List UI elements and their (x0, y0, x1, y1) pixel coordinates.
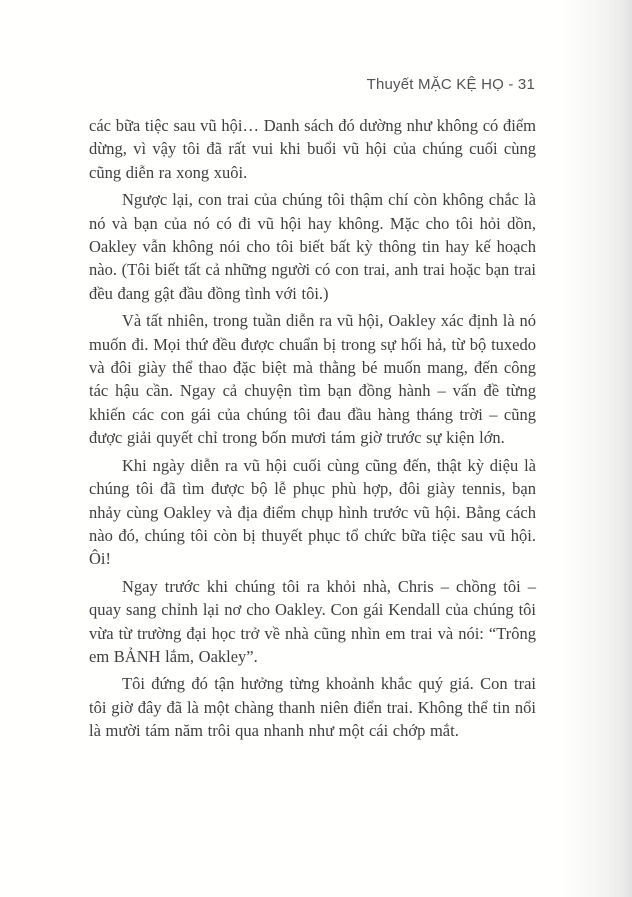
page-body (89, 114, 536, 747)
paragraph: Tôi đứng đó tận hưởng từng khoảnh khắc quý giá. Con trai tôi giờ đây đã là một chàng thanh niên điển trai. Không thể tin nổi là mười tám năm trôi qua nhanh như một cái chớp mắt. (89, 674, 536, 741)
paragraph-continuation: các bữa tiệc sau vũ hội… Danh sách đó dường như không có điểm dừng, vì vậy tôi đã rất vui khi buổi vũ hội của chúng cuối cùng cũng diễn ra xong xuôi. (89, 116, 536, 182)
paragraph: Và tất nhiên, trong tuần diễn ra vũ hội, Oakley xác định là nó muốn đi. Mọi thứ đều được chuẩn bị trong sự hối hả, từ bộ tuxedo và đôi giày thể thao đặc biệt mà thằng bé muốn mang, đến công tác hậu cần. Ngay cả chuyện tìm bạn đồng hành – vấn đề từng khiến các con gái của chúng tôi đau đầu hàng tháng trời – cũng được giải quyết chỉ trong bốn mươi tám giờ trước sự kiện lớn. (89, 311, 536, 448)
paragraph: Ngược lại, con trai của chúng tôi thậm chí còn không chắc là nó và bạn của nó có đi vũ hội hay không. Mặc cho tôi hỏi dồn, Oakley vẫn không nói cho tôi biết bất kỳ thông tin hay kế hoạch nào. (Tôi biết tất cả những người có con trai, anh trai hoặc bạn trai đều đang gật đầu đồng tình với tôi.) (89, 190, 536, 303)
paragraph: Khi ngày diễn ra vũ hội cuối cùng cũng đến, thật kỳ diệu là chúng tôi đã tìm được bộ lễ phục phù hợp, đôi giày tennis, bạn nhảy cùng Oakley và địa điểm chụp hình trước vũ hội. Bằng cách nào đó, chúng tôi còn bị thuyết phục tổ chức bữa tiệc sau vũ hội. Ôi! (89, 455, 536, 569)
running-header (89, 76, 535, 93)
page-edge-shadow (560, 0, 632, 897)
paragraph: Ngay trước khi chúng tôi ra khỏi nhà, Chris – chồng tôi – quay sang chỉnh lại nơ cho Oakley. Con gái Kendall của chúng tôi vừa từ trường đại học trở về nhà cũng nhìn em trai và nói: “Trông em BẢNH lắm, Oakley”. (89, 576, 536, 666)
running-header-text: Thuyết MẶC KỆ HỌ - 31 (366, 76, 535, 93)
